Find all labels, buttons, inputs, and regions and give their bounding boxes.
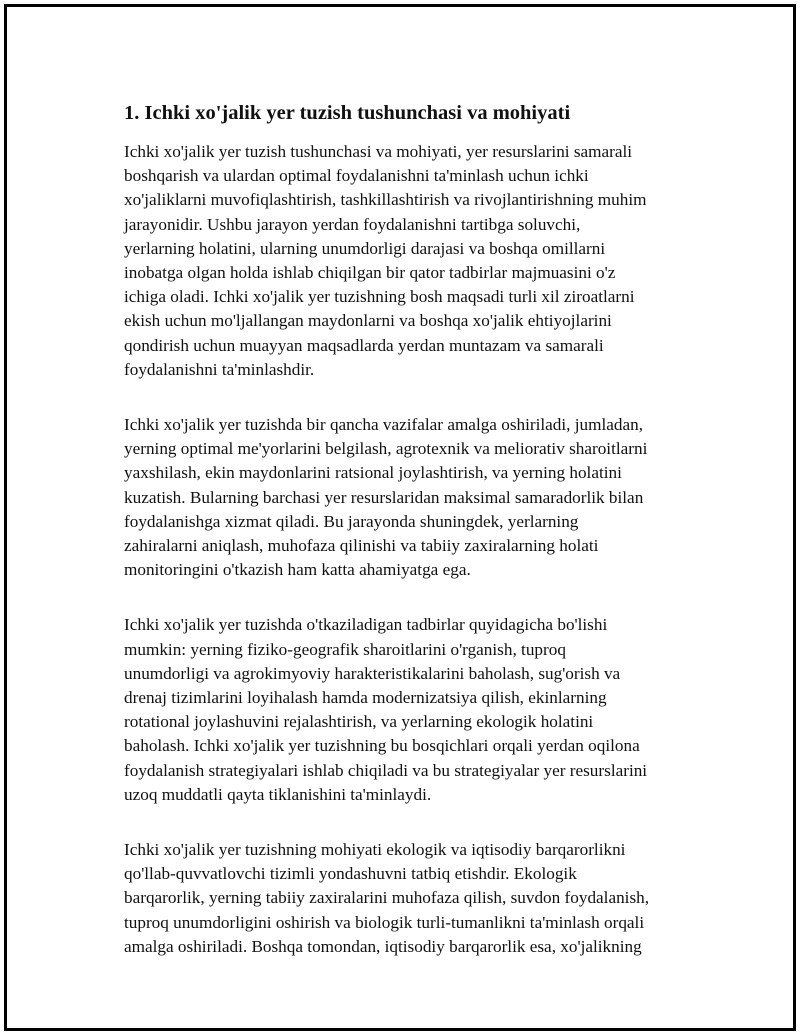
paragraph	[124, 413, 693, 582]
text-line: yerlarning holatini, ularning unumdorligi darajasi va boshqa omillarni	[124, 238, 606, 258]
text-line: qo'llab-quvvatlovchi tizimli yondashuvni tatbiq etishdir. Ekologik	[124, 864, 577, 884]
text-line: Ichki xo'jalik yer tuzish tushunchasi va mohiyati, yer resurslarini samarali	[124, 142, 633, 161]
text-line: jarayonidir. Ushbu jarayon yerdan foydalanishni tartibga soluvchi,	[124, 214, 581, 234]
paragraph	[124, 140, 693, 382]
paragraph	[124, 613, 693, 807]
text-line: drenaj tizimlarini loyihalash hamda modernizatsiya qilish, ekinlarning	[124, 688, 607, 708]
text-line: qondirish uchun muayyan maqsadlarda yerdan muntazam va samarali	[124, 335, 604, 355]
page-frame	[4, 4, 796, 1031]
text-line: kuzatish. Bularning barchasi yer resurslaridan maksimal samaradorlik bilan	[124, 487, 644, 507]
paragraph	[124, 838, 693, 959]
text-line: tuproq unumdorligini oshirish va biologik turli-tumanlikni ta'minlash orqali	[124, 912, 645, 932]
text-line: monitoringini o'tkazish ham katta ahamiyatga ega.	[124, 560, 471, 580]
text-line: inobatga olgan holda ishlab chiqilgan bir qator tadbirlar majmuasini o'z	[124, 263, 616, 283]
text-line: Ichki xo'jalik yer tuzishda bir qancha vazifalar amalga oshiriladi, jumladan,	[124, 415, 644, 435]
text-line: mumkin: yerning fiziko-geografik sharoitlarini o'rganish, tuproq	[124, 639, 566, 659]
text-line: xo'jaliklarni muvofiqlashtirish, tashkillashtirish va rivojlantirishning muhim	[124, 190, 647, 210]
text-line: foydalanishni ta'minlashdir.	[124, 359, 315, 379]
text-line: rotational joylashuvini rejalashtirish, va yerlarning ekologik holatini	[124, 712, 594, 732]
text-line: uzoq muddatli qayta tiklanishini ta'minlaydi.	[124, 784, 432, 804]
text-line: foydalanish strategiyalari ishlab chiqiladi va bu strategiyalar yer resurslarini	[124, 760, 648, 780]
text-line: boshqarish va ulardan optimal foydalanishni ta'minlash uchun ichki	[124, 166, 589, 186]
text-line: ichiga oladi. Ichki xo'jalik yer tuzishning bosh maqsadi turli xil ziroatlarni	[124, 287, 635, 307]
text-line: yerning optimal me'yorlarini belgilash, agrotexnik va meliorativ sharoitlarni	[124, 439, 648, 459]
text-line: baholash. Ichki xo'jalik yer tuzishning bu bosqichlari orqali yerdan oqilona	[124, 736, 640, 756]
section-heading: 1. Ichki xo'jalik yer tuzish tushunchasi va mohiyati	[124, 102, 571, 124]
document-body	[121, 99, 693, 990]
text-line: Ichki xo'jalik yer tuzishning mohiyati ekologik va iqtisodiy barqarorlikni	[124, 840, 626, 860]
text-line: barqarorlik, yerning tabiiy zaxiralarini muhofaza qilish, suvdon foydalanish,	[124, 888, 650, 908]
text-line: unumdorligi va agrokimyoviy harakteristikalarini baholash, sug'orish va	[124, 663, 621, 683]
text-line: foydalanishga xizmat qiladi. Bu jarayonda shuningdek, yerlarning	[124, 511, 579, 531]
text-line: Ichki xo'jalik yer tuzishda o'tkaziladigan tadbirlar quyidagicha bo'lishi	[124, 615, 608, 635]
text-line: yaxshilash, ekin maydonlarini ratsional joylashtirish, va yerning holatini	[124, 463, 622, 483]
text-line: zahiralarni aniqlash, muhofaza qilinishi va tabiiy zaxiralarning holati	[124, 536, 599, 556]
text-line: amalga oshiriladi. Boshqa tomondan, iqtisodiy barqarorlik esa, xo'jalikning	[124, 936, 642, 956]
text-line: ekish uchun mo'ljallangan maydonlarni va boshqa xo'jalik ehtiyojlarini	[124, 311, 612, 331]
